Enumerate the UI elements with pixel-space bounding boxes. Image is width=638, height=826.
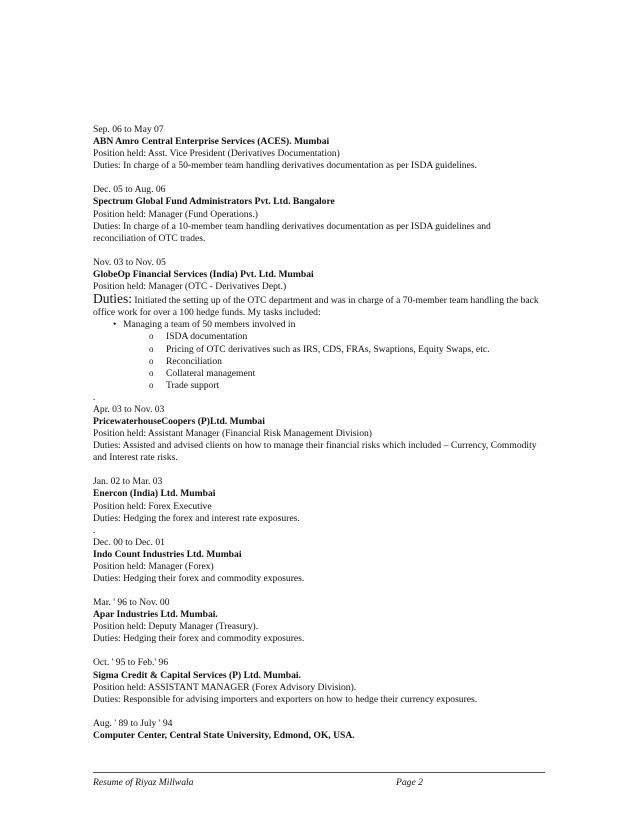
footer-title: Resume of Riyaz Millwala: [93, 777, 194, 788]
task-bullet: [107, 319, 543, 392]
job-dates: Sep. 06 to May 07: [93, 124, 164, 135]
job-duties: [93, 293, 543, 319]
job-duties: Duties: Hedging their forex and commodity exposures.: [93, 573, 305, 584]
duties-label: Duties:: [93, 291, 132, 307]
job-entry: [93, 404, 543, 464]
footer-rule: [93, 772, 545, 773]
job-position: Position held: Manager (Forex): [93, 560, 214, 572]
resume-body: [93, 124, 543, 742]
job-company: ABN Amro Central Enterprise Services (ACES). Mumbai: [93, 136, 330, 148]
job-position: Position held: Assistant Manager (Financial Risk Management Division): [93, 428, 372, 440]
task-sublist: [123, 331, 543, 391]
task-subitem: o Trade support: [149, 380, 543, 392]
task-subitem: o Pricing of OTC derivatives such as IRS, CDS, FRAs, Swaptions, Equity Swaps, etc.: [149, 344, 543, 356]
job-dates: Dec. 00 to Dec. 01: [93, 536, 165, 548]
job-dates: Oct. ' 95 to Feb.' 96: [93, 657, 169, 669]
job-dates: Apr. 03 to Nov. 03: [93, 403, 165, 415]
separator-dot: .: [93, 391, 96, 403]
job-entry: [93, 476, 543, 524]
job-position: Position held: ASSISTANT MANAGER (Forex Advisory Division).: [93, 681, 357, 693]
job-position: Position held: Forex Executive: [93, 500, 212, 512]
job-entry: [93, 718, 543, 742]
duties-text: Initiated the setting up of the OTC department and was in charge of a 70-member team handling the back office work for over a 100 hedge funds. My tasks included:: [93, 295, 539, 319]
job-company: Indo Count Industries Ltd. Mumbai: [93, 548, 242, 560]
separator-dot: .: [93, 524, 96, 536]
job-duties: Duties: In charge of a 10-member team handling derivatives documentation as per ISDA guidelines and reconciliation of OTC trades.: [93, 220, 491, 244]
job-entry: [93, 184, 543, 244]
job-dates: Jan. 02 to Mar. 03: [93, 476, 163, 488]
job-dates: Dec. 05 to Aug. 06: [93, 184, 166, 196]
job-entry: [93, 124, 543, 172]
job-company: Enercon (India) Ltd. Mumbai: [93, 488, 216, 500]
job-company: Sigma Credit & Capital Services (P) Ltd. Mumbai.: [93, 669, 301, 681]
task-list: [93, 319, 543, 392]
job-position: Position held: Manager (OTC - Derivatives Dept.): [93, 281, 287, 293]
job-company: Spectrum Global Fund Administrators Pvt. Ltd. Bangalore: [93, 196, 335, 208]
job-entry: [93, 537, 543, 585]
task-subitem: o Collateral management: [149, 368, 543, 380]
job-position: Position held: Deputy Manager (Treasury).: [93, 621, 259, 633]
job-duties: Duties: Hedging their forex and commodity exposures.: [93, 633, 305, 645]
job-company: Computer Center, Central State University, Edmond, OK, USA.: [93, 729, 355, 741]
job-entry: [93, 657, 543, 705]
job-company: Apar Industries Ltd. Mumbai.: [93, 609, 218, 621]
job-entry: [93, 257, 543, 392]
job-duties: Duties: Hedging the forex and interest rate exposures.: [93, 512, 300, 524]
job-position: Position held: Asst. Vice President (Derivatives Documentation): [93, 148, 340, 160]
page-number: Page 2: [396, 777, 423, 788]
job-duties: Duties: Responsible for advising importers and exporters on how to hedge their currency exposures.: [93, 693, 478, 705]
job-duties: Duties: Assisted and advised clients on how to manage their financial risks which included – Currency, Commodity and Interest rate risks.: [93, 440, 537, 464]
job-duties: Duties: In charge of a 50-member team handling derivatives documentation as per ISDA guidelines.: [93, 160, 477, 172]
job-dates: Nov. 03 to Nov. 05: [93, 256, 166, 268]
task-subitem: o ISDA documentation: [149, 331, 543, 343]
task-subitem: o Reconciliation: [149, 356, 543, 368]
job-company: PricewaterhouseCoopers (P)Ltd. Mumbai: [93, 415, 265, 427]
job-position: Position held: Manager (Fund Operations.): [93, 208, 258, 220]
task-bullet-label: Managing a team of 50 members involved in: [123, 319, 296, 331]
job-dates: Aug. ' 89 to July ' 94: [93, 717, 173, 729]
job-dates: Mar. ' 96 to Nov. 00: [93, 597, 170, 609]
job-company: GlobeOp Financial Services (India) Pvt. Ltd. Mumbai: [93, 268, 314, 280]
job-entry: [93, 597, 543, 645]
